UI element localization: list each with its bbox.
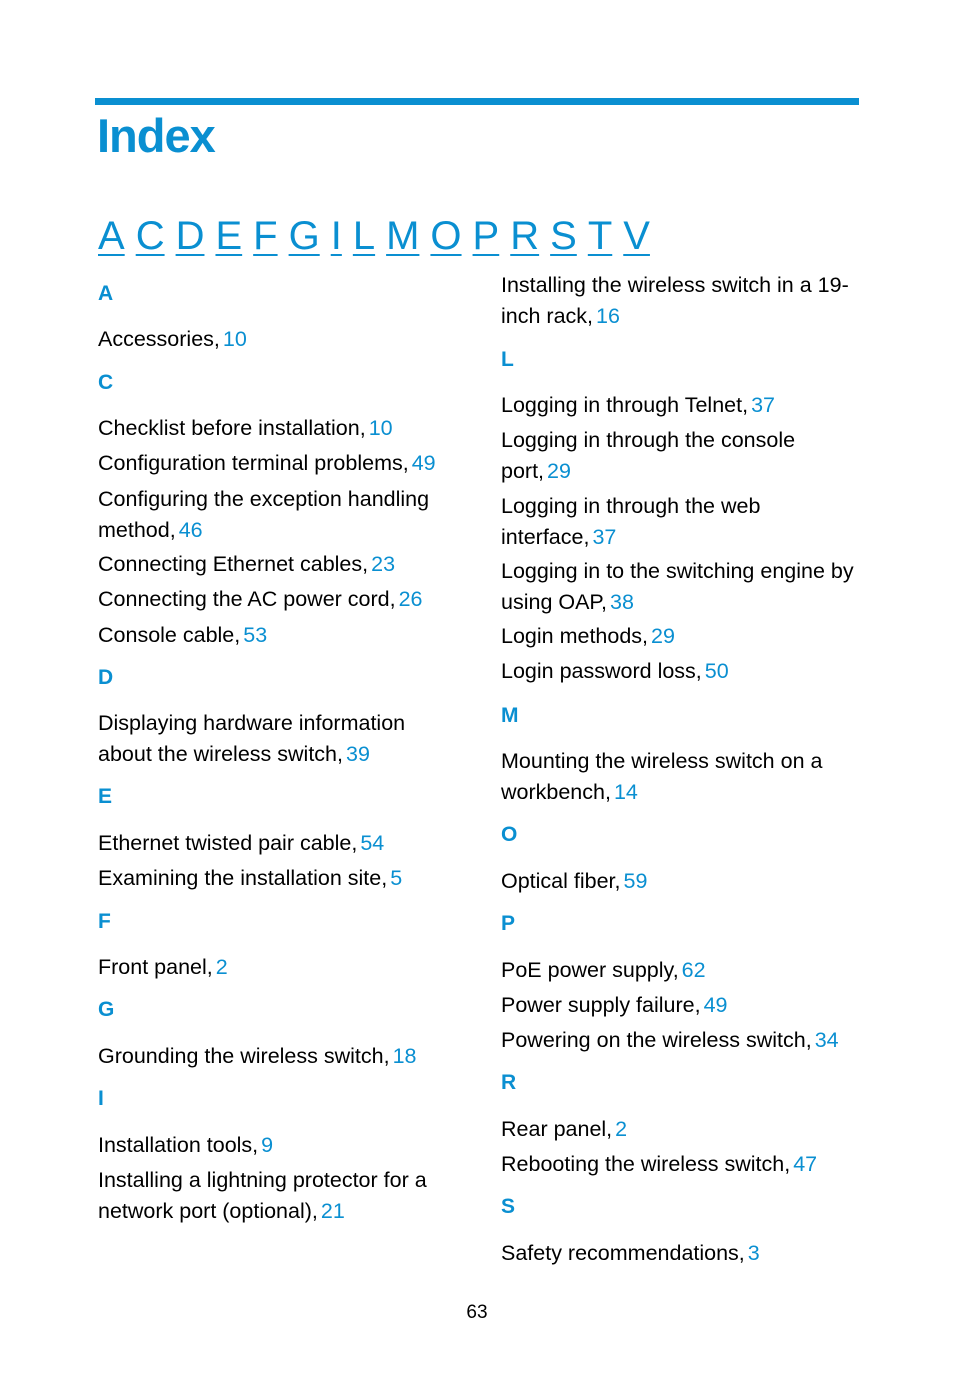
page-link[interactable]: 14: [613, 779, 638, 804]
index-entry: [501, 746, 861, 807]
entry-text: Rebooting the wireless switch,: [501, 1152, 791, 1176]
entry-text: Power supply failure,: [501, 993, 701, 1017]
section-heading-i: I: [98, 1087, 104, 1110]
page-link[interactable]: 59: [623, 869, 648, 893]
index-entry: [98, 620, 458, 651]
entry-text: Accessories,: [98, 327, 220, 351]
letter-link-i[interactable]: I: [330, 214, 342, 258]
entry-text: Optical fiber,: [501, 869, 621, 893]
page-link[interactable]: 9: [261, 1133, 274, 1157]
page-link[interactable]: 5: [390, 866, 403, 890]
title-rule: [95, 98, 859, 105]
index-entry: [501, 656, 861, 687]
index-entry: [98, 584, 458, 615]
page-link[interactable]: 29: [547, 458, 571, 483]
index-entry: [98, 708, 458, 769]
index-entry: [98, 484, 458, 545]
entry-text: PoE power supply,: [501, 958, 679, 982]
index-entry: [98, 863, 458, 894]
letter-link-l[interactable]: L: [352, 214, 376, 258]
page-link[interactable]: 37: [751, 393, 775, 417]
page-link[interactable]: 47: [793, 1152, 818, 1176]
index-entry: [501, 1149, 861, 1180]
page-link[interactable]: 10: [222, 327, 247, 351]
index-entry: [501, 990, 861, 1021]
page-link[interactable]: 53: [243, 623, 268, 647]
index-entry: [98, 952, 458, 983]
index-entry: [98, 324, 458, 355]
entry-text: Logging in through Telnet,: [501, 393, 749, 417]
section-heading-d: D: [98, 666, 114, 689]
index-entry: [501, 425, 861, 486]
page-link[interactable]: 34: [814, 1028, 839, 1052]
section-heading-f: F: [98, 910, 111, 933]
letter-nav: [98, 214, 661, 259]
index-entry: [501, 621, 861, 652]
section-heading-p: P: [501, 912, 516, 935]
letter-link-r[interactable]: R: [510, 214, 540, 258]
letter-link-d[interactable]: D: [175, 214, 205, 258]
index-entry: [501, 270, 861, 331]
page-link[interactable]: 38: [609, 589, 634, 614]
page-link[interactable]: 29: [651, 624, 675, 648]
letter-link-a[interactable]: A: [98, 214, 125, 258]
entry-text: Login methods,: [501, 624, 649, 648]
index-entry: [98, 1130, 458, 1161]
entry-text: Mounting the wireless switch on a workbench,: [501, 749, 823, 804]
entry-text: Logging in through the console port,: [501, 428, 796, 483]
section-heading-r: R: [501, 1071, 517, 1094]
entry-text: Safety recommendations,: [501, 1241, 745, 1265]
index-entry: [501, 491, 861, 552]
index-entry: [501, 556, 861, 617]
page-link[interactable]: 49: [411, 451, 436, 475]
letter-link-g[interactable]: G: [288, 214, 320, 258]
letter-link-m[interactable]: M: [386, 214, 420, 258]
letter-link-v[interactable]: V: [623, 214, 650, 258]
index-entry: [501, 866, 861, 897]
page-link[interactable]: 49: [703, 993, 728, 1017]
letter-link-t[interactable]: T: [587, 214, 613, 258]
entry-text: Rear panel,: [501, 1117, 613, 1141]
page-link[interactable]: 23: [371, 552, 396, 576]
index-entry: [98, 448, 458, 479]
letter-link-o[interactable]: O: [430, 214, 462, 258]
page-link[interactable]: 39: [345, 741, 370, 766]
index-entry: [501, 1114, 861, 1145]
index-entry: [98, 413, 458, 444]
index-entry: [501, 955, 861, 986]
entry-text: Configuration terminal problems,: [98, 451, 409, 475]
page-link[interactable]: 10: [368, 416, 393, 440]
page-link[interactable]: 2: [215, 955, 228, 979]
entry-text: Grounding the wireless switch,: [98, 1044, 390, 1068]
entry-text: Installation tools,: [98, 1133, 259, 1157]
letter-link-f[interactable]: F: [253, 214, 278, 258]
entry-text: Displaying hardware information about the wireless switch,: [98, 711, 406, 766]
entry-text: Examining the installation site,: [98, 866, 388, 890]
index-entry: [98, 549, 458, 580]
entry-text: Front panel,: [98, 955, 213, 979]
section-heading-l: L: [501, 348, 514, 371]
letter-link-e[interactable]: E: [215, 214, 243, 258]
index-entry: [501, 1025, 861, 1056]
page-link[interactable]: 54: [360, 831, 385, 855]
letter-link-s[interactable]: S: [550, 214, 577, 258]
letter-link-c[interactable]: C: [135, 214, 165, 258]
index-entry: [501, 390, 861, 421]
page-link[interactable]: 62: [681, 958, 706, 982]
section-heading-g: G: [98, 998, 115, 1021]
section-heading-c: C: [98, 371, 114, 394]
entry-text: Installing a lightning protector for a network port (optional),: [98, 1168, 427, 1223]
index-entry: [98, 828, 458, 859]
entry-text: Configuring the exception handling method,: [98, 487, 430, 542]
page-link[interactable]: 37: [592, 524, 617, 549]
page-link[interactable]: 26: [398, 587, 423, 611]
letter-link-p[interactable]: P: [472, 214, 500, 258]
section-heading-o: O: [501, 823, 518, 846]
entry-text: Logging in to the switching engine by using OAP,: [501, 559, 854, 614]
section-heading-s: S: [501, 1195, 516, 1218]
section-heading-e: E: [98, 785, 113, 808]
entry-text: Logging in through the web interface,: [501, 494, 761, 549]
entry-text: Installing the wireless switch in a 19-inch rack,: [501, 273, 849, 328]
entry-text: Connecting Ethernet cables,: [98, 552, 369, 576]
index-entry: [98, 1041, 458, 1072]
section-heading-a: A: [98, 282, 114, 305]
index-entry: [501, 1238, 861, 1269]
index-entry: [98, 1165, 458, 1226]
section-heading-m: M: [501, 704, 519, 727]
page-link[interactable]: 18: [392, 1044, 417, 1068]
entry-text: Checklist before installation,: [98, 416, 366, 440]
page-title: Index: [97, 109, 215, 162]
entry-text: Console cable,: [98, 623, 241, 647]
page-number: 63: [466, 1302, 488, 1323]
page-link[interactable]: 16: [596, 303, 620, 328]
entry-text: Connecting the AC power cord,: [98, 587, 396, 611]
entry-text: Powering on the wireless switch,: [501, 1028, 812, 1052]
entry-text: Ethernet twisted pair cable,: [98, 831, 358, 855]
page-link[interactable]: 21: [320, 1198, 345, 1223]
entry-text: Login password loss,: [501, 659, 702, 683]
page-link[interactable]: 2: [615, 1117, 628, 1141]
page-link[interactable]: 3: [747, 1241, 760, 1265]
page-link[interactable]: 46: [178, 517, 203, 542]
page-link[interactable]: 50: [704, 659, 729, 683]
